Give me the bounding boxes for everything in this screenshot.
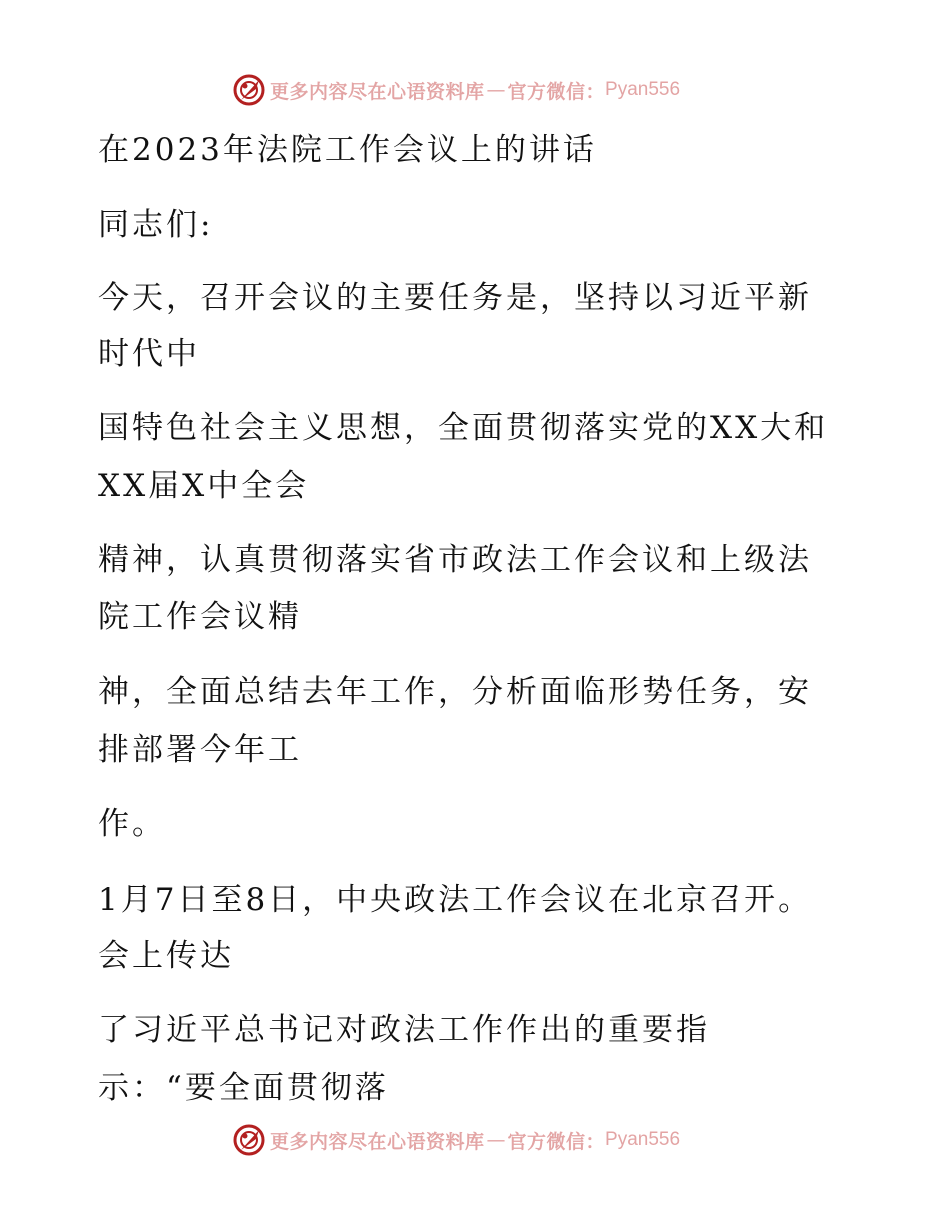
paragraph-line: XX届X中全会 xyxy=(98,468,310,504)
watermark-separator: — xyxy=(486,1129,506,1151)
paragraph-line: 了习近平总书记对政法工作作出的重要指 xyxy=(98,1012,710,1048)
paragraph-line: 神，全面总结去年工作，分析面临形势任务，安 xyxy=(98,674,812,710)
paragraph-line: 时代中 xyxy=(98,336,200,372)
watermark-separator: — xyxy=(486,79,506,101)
footer-watermark xyxy=(232,1122,680,1158)
header-watermark xyxy=(232,72,680,108)
brand-logo-icon xyxy=(232,1123,266,1157)
watermark-text: 更多内容尽在心语资料库 xyxy=(270,1130,485,1153)
paragraph-line: 1月7日至8日，中央政法工作会议在北京召开。 xyxy=(98,882,813,918)
paragraph-line: 今天，召开会议的主要任务是，坚持以习近平新 xyxy=(98,280,812,316)
paragraph-line: 排部署今年工 xyxy=(98,732,302,768)
document-title: 在2023年法院工作会议上的讲话 xyxy=(98,132,597,168)
paragraph-line: 作。 xyxy=(98,806,166,842)
watermark-account: Pyan556 xyxy=(605,79,681,100)
watermark-text: 更多内容尽在心语资料库 xyxy=(270,80,485,103)
watermark-account: Pyan556 xyxy=(605,1129,681,1150)
brand-logo-icon xyxy=(232,73,266,107)
paragraph-line: 精神，认真贯彻落实省市政法工作会议和上级法 xyxy=(98,542,812,578)
paragraph-line: 示：“要全面贯彻落 xyxy=(98,1070,389,1106)
paragraph-line: 会上传达 xyxy=(98,938,234,974)
watermark-wechat-label: 官方微信： xyxy=(507,80,606,103)
paragraph-line: 院工作会议精 xyxy=(98,599,302,635)
salutation: 同志们: xyxy=(98,207,214,243)
paragraph-line: 国特色社会主义思想，全面贯彻落实党的XX大和 xyxy=(98,410,829,446)
watermark-wechat-label: 官方微信： xyxy=(507,1130,606,1153)
